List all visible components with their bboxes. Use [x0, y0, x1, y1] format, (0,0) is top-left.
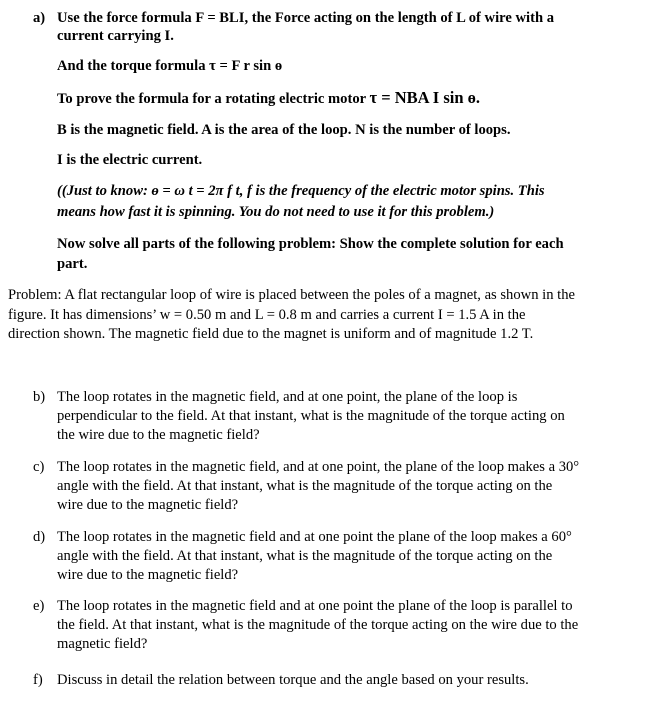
part-c-line-2: angle with the field. At that instant, what is the magnitude of the torque acting on the: [57, 478, 553, 494]
instruction-line-2: part.: [57, 256, 88, 272]
part-c-line-3: wire due to the magnetic field?: [57, 497, 239, 513]
note-line-1: ((Just to know: ɵ = ω t = 2π f t, f is the frequency of the electric motor spins. This: [57, 183, 545, 199]
definitions-line: B is the magnetic field. A is the area of the loop. N is the number of loops.: [57, 122, 511, 138]
part-a-label: a): [33, 10, 46, 26]
part-c-label: c): [33, 459, 45, 475]
instruction-line-1: Now solve all parts of the following problem: Show the complete solution for each: [57, 236, 564, 252]
current-definition: I is the electric current.: [57, 152, 203, 168]
part-f-line-1: Discuss in detail the relation between torque and the angle based on your results.: [57, 672, 529, 688]
part-d-line-3: wire due to the magnetic field?: [57, 567, 239, 583]
part-e-line-3: magnetic field?: [57, 636, 148, 652]
part-f-label: f): [33, 672, 43, 688]
part-a-line-2: current carrying I.: [57, 28, 174, 44]
motor-formula-prefix: To prove the formula for a rotating electric motor: [57, 91, 370, 107]
motor-formula: τ = NBA I sin ɵ.: [369, 88, 481, 107]
problem-line-3: direction shown. The magnetic field due to the magnet is uniform and of magnitude 1.2 T.: [8, 326, 534, 342]
part-d-line-1: The loop rotates in the magnetic field and at one point the plane of the loop makes a 60°: [57, 529, 572, 545]
note-line-2: means how fast it is spinning. You do not need to use it for this problem.): [57, 204, 495, 220]
part-b-label: b): [33, 389, 46, 405]
part-c-line-1: The loop rotates in the magnetic field, and at one point, the plane of the loop makes a 30°: [57, 459, 580, 475]
part-e-line-2: the field. At that instant, what is the magnitude of the torque acting on the wire due to the: [57, 617, 579, 633]
part-d-label: d): [33, 529, 46, 545]
part-d-line-2: angle with the field. At that instant, what is the magnitude of the torque acting on the: [57, 548, 553, 564]
problem-line-1: Problem: A flat rectangular loop of wire is placed between the poles of a magnet, as shown in the: [8, 287, 575, 303]
part-a-line-1: Use the force formula F = BLI, the Force acting on the length of L of wire with a: [57, 10, 555, 26]
part-e-label: e): [33, 598, 45, 614]
problem-line-2: figure. It has dimensions’ w = 0.50 m and L = 0.8 m and carries a current I = 1.5 A in the: [8, 307, 526, 323]
part-b-line-3: the wire due to the magnetic field?: [57, 427, 260, 443]
part-e-line-1: The loop rotates in the magnetic field and at one point the plane of the loop is parallel to: [57, 598, 573, 614]
part-b-line-1: The loop rotates in the magnetic field, and at one point, the plane of the loop is: [57, 389, 518, 405]
part-b-line-2: perpendicular to the field. At that instant, what is the magnitude of the torque acting on: [57, 408, 565, 424]
torque-formula: And the torque formula τ = F r sin ɵ: [57, 58, 283, 74]
motor-formula-line: [57, 89, 480, 108]
